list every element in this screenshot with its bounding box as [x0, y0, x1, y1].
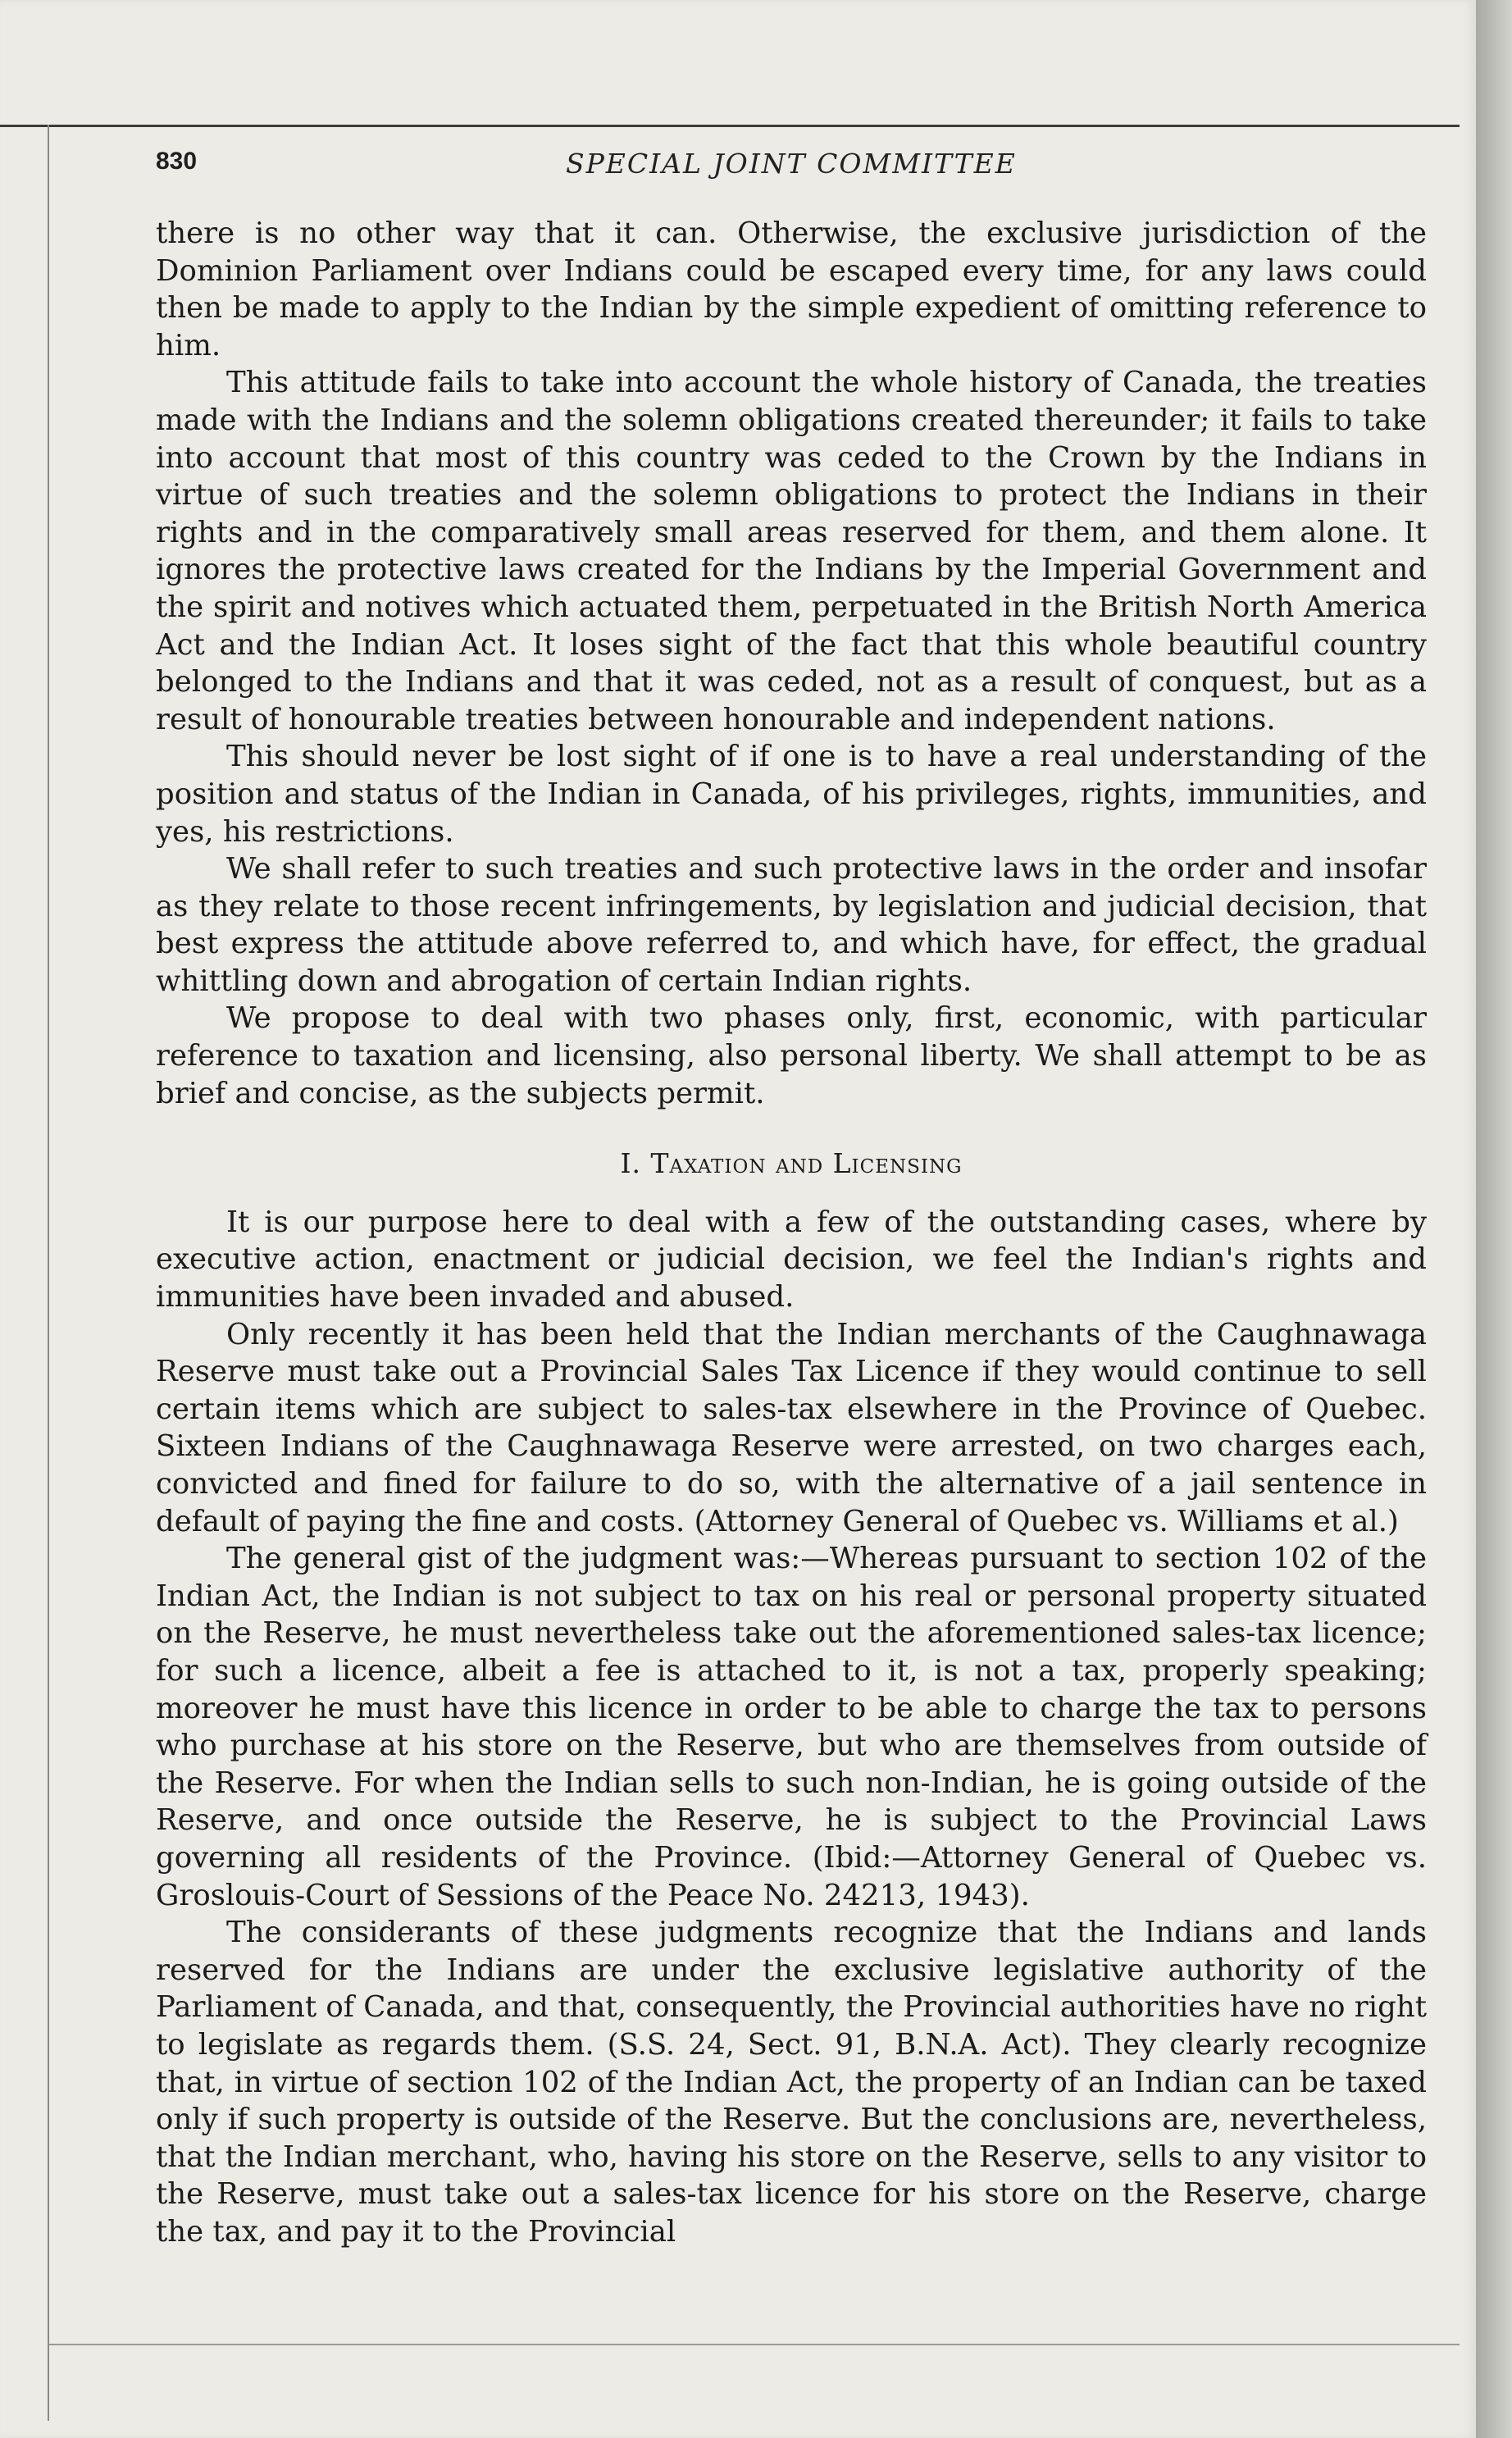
page-number: 830 — [156, 148, 198, 175]
page-edge-shadow — [1476, 0, 1512, 2438]
paragraph: We propose to deal with two phases only, first, economic, with particular reference to taxation and licensing, also personal liberty. We shall attempt to be as brief and concise, as the subjects permit. — [156, 1001, 1427, 1110]
bottom-rule — [49, 2344, 1460, 2345]
paragraph: This should never be lost sight of if one is to have a real understanding of the position and status of the Indian in Canada, of his privileges, rights, immunities, and yes, his restrictions. — [156, 740, 1427, 849]
paragraph: The general gist of the judgment was:—Whereas pursuant to section 102 of the Indian Act, the Indian is not subject to tax on his real or personal property situated on the Reserve, he must nevertheless take out the aforementioned sales-tax licence; for such a licence, albeit a fee is attached to it, is not a tax, properly speaking; moreover he must have this licence in order to be able to charge the tax to persons who purchase at his store on the Reserve, but who are themselves from outside of the Reserve. For when the Indian sells to such non-Indian, he is going outside of the Reserve, and once outside the Reserve, he is subject to the Provincial Laws governing all residents of the Province. (Ibid:—Attorney General of Quebec vs. Groslouis-Court of Sessions of the Peace No. 24213, 1943). — [156, 1542, 1427, 1912]
body-text — [156, 215, 1427, 2250]
paragraph: The considerants of these judgments recognize that the Indians and lands reserved for the Indians are under the exclusive legislative authority of the Parliament of Canada, and that, consequently, the Provincial authorities have no right to legislate as regards them. (S.S. 24, Sect. 91, B.N.A. Act). They clearly recognize that, in virtue of section 102 of the Indian Act, the property of an Indian can be taxed only if such property is outside of the Reserve. But the conclusions are, nevertheless, that the Indian merchant, who, having his store on the Reserve, sells to any visitor to the Reserve, must take out a sales-tax licence for his store on the Reserve, charge the tax, and pay it to the Provincial — [156, 1916, 1427, 2249]
left-margin-rule — [48, 125, 49, 2421]
paragraph: It is our purpose here to deal with a few of the outstanding cases, where by executive action, enactment or judicial decision, we feel the Indian's rights and immunities have been invaded and abused. — [156, 1205, 1427, 1315]
page-header — [156, 148, 1419, 197]
paragraph: there is no other way that it can. Otherwise, the exclusive jurisdiction of the Dominion Parliament over Indians could be escaped every time, for any laws could then be made to apply to the Indian by the simple expedient of omitting reference to him. — [156, 216, 1427, 362]
top-rule — [0, 125, 1460, 127]
paragraph: This attitude fails to take into account the whole history of Canada, the treaties made with the Indians and the solemn obligations created thereunder; it fails to take into account that most of this country was ceded to the Crown by the Indians in virtue of such treaties and the solemn obligations to protect the Indians in their rights and in the comparatively small areas reserved for them, and them alone. It ignores the protective laws created for the Indians by the Imperial Government and the spirit and notives which actuated them, perpetuated in the British North America Act and the Indian Act. It loses sight of the fact that this whole beautiful country belonged to the Indians and that it was ceded, not as a result of conquest, but as a result of honourable treaties between honourable and independent nations. — [156, 366, 1427, 736]
paragraph: Only recently it has been held that the Indian merchants of the Caughnawaga Reserve must take out a Provincial Sales Tax Licence if they would continue to sell certain items which are subject to sales-tax elsewhere in the Province of Quebec. Sixteen Indians of the Caughnawaga Reserve were arrested, on two charges each, convicted and fined for failure to do so, with the alternative of a jail sentence in default of paying the fine and costs. (Attorney General of Quebec vs. Williams et al.) — [156, 1317, 1427, 1538]
paragraph: We shall refer to such treaties and such protective laws in the order and insofar as they relate to those recent infringements, by legislation and judicial decision, that best express the attitude above referred to, and which have, for effect, the gradual whittling down and abrogation of certain Indian rights. — [156, 852, 1427, 998]
section-heading: I. Taxation and Licensing — [620, 1147, 963, 1180]
running-head: SPECIAL JOINT COMMITTEE — [566, 148, 1017, 180]
